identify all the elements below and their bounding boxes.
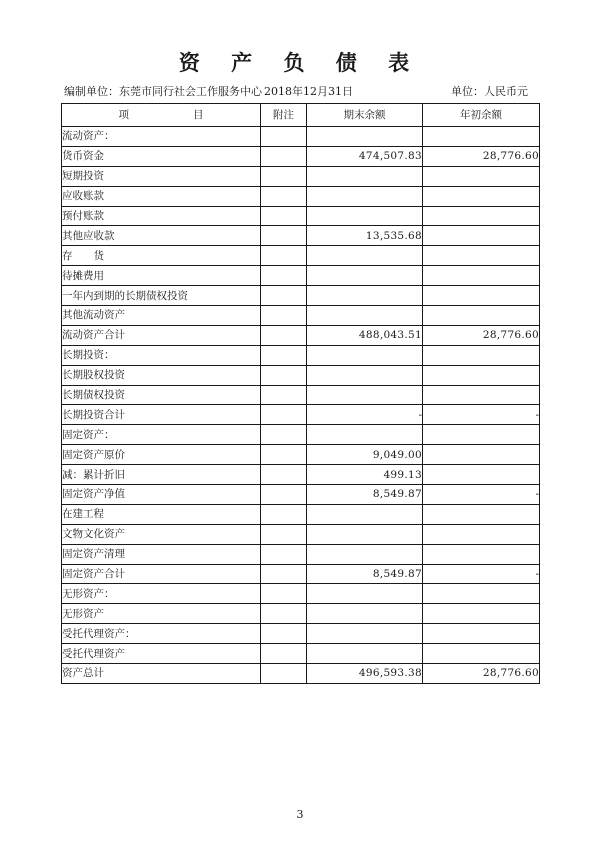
header-end-balance: 期末余额 [307,104,423,127]
row-end-balance: 13,535.68 [307,226,423,246]
row-end-balance: 9,049.00 [307,445,423,465]
table-row [62,325,540,345]
row-begin-balance [423,266,540,286]
row-end-balance [307,584,423,604]
row-begin-balance [423,127,540,147]
table-row [62,365,540,385]
row-label: 固定资产： [62,425,261,445]
page-number: 3 [296,808,304,821]
row-begin-balance: 28,776.60 [423,664,540,684]
row-label: 固定资产净值 [62,485,261,505]
table-row [62,385,540,405]
row-note [261,624,307,644]
row-end-balance [307,425,423,445]
row-note [261,365,307,385]
row-begin-balance [423,644,540,664]
row-note [261,206,307,226]
row-end-balance [307,246,423,266]
row-end-balance [307,385,423,405]
row-note [261,604,307,624]
row-note [261,465,307,485]
row-note [261,445,307,465]
row-end-balance: 474,507.83 [307,146,423,166]
row-note [261,306,307,326]
table-row [62,166,540,186]
row-label: 一年内到期的长期债权投资 [62,286,261,306]
row-end-balance [307,624,423,644]
row-end-balance: 8,549.87 [307,485,423,505]
row-note [261,345,307,365]
row-end-balance [307,544,423,564]
table-row [62,146,540,166]
row-note [261,385,307,405]
row-end-balance: 488,043.51 [307,325,423,345]
row-end-balance [307,266,423,286]
row-label: 文物文化资产 [62,524,261,544]
row-label: 资产总计 [62,664,261,684]
row-begin-balance [423,445,540,465]
row-label: 货币资金 [62,146,261,166]
row-note [261,146,307,166]
row-begin-balance [423,186,540,206]
table-row [62,445,540,465]
row-label: 其他应收款 [62,226,261,246]
row-label: 减：累计折旧 [62,465,261,485]
row-label: 固定资产原价 [62,445,261,465]
row-begin-balance [423,604,540,624]
row-begin-balance [423,584,540,604]
row-note [261,644,307,664]
row-note [261,266,307,286]
row-label: 流动资产合计 [62,325,261,345]
row-note [261,584,307,604]
table-row [62,226,540,246]
balance-sheet-table [61,103,540,684]
header-begin-balance: 年初余额 [423,104,540,127]
row-begin-balance [423,524,540,544]
row-label: 应收账款 [62,186,261,206]
table-row [62,465,540,485]
row-begin-balance: - [423,405,540,425]
row-label: 短期投资 [62,166,261,186]
row-label: 受托代理资产 [62,644,261,664]
header-note: 附注 [261,104,307,127]
table-row [62,405,540,425]
row-label: 长期股权投资 [62,365,261,385]
table-row [62,644,540,664]
row-begin-balance [423,504,540,524]
table-row [62,485,540,505]
row-note [261,504,307,524]
table-row [62,425,540,445]
row-begin-balance [423,544,540,564]
row-end-balance: 499.13 [307,465,423,485]
row-end-balance [307,306,423,326]
row-note [261,425,307,445]
row-note [261,325,307,345]
row-begin-balance [423,365,540,385]
compiler-unit: 编制单位：东莞市同行社会工作服务中心 [64,85,262,98]
table-row [62,624,540,644]
row-begin-balance: 28,776.60 [423,325,540,345]
header-item-part1: 项 [118,109,129,121]
row-label: 长期投资合计 [62,405,261,425]
row-begin-balance: 28,776.60 [423,146,540,166]
row-end-balance: 496,593.38 [307,664,423,684]
row-begin-balance [423,286,540,306]
row-label: 受托代理资产： [62,624,261,644]
table-header-row [62,104,540,127]
row-label: 固定资产合计 [62,564,261,584]
table-row [62,345,540,365]
row-label: 固定资产清理 [62,544,261,564]
row-begin-balance [423,465,540,485]
row-end-balance [307,524,423,544]
currency-unit: 单位：人民币元 [451,85,528,98]
row-note [261,524,307,544]
row-end-balance [307,644,423,664]
row-end-balance [307,286,423,306]
row-label: 无形资产 [62,604,261,624]
row-label: 长期投资： [62,345,261,365]
row-label: 其他流动资产 [62,306,261,326]
row-end-balance [307,365,423,385]
table-row [62,206,540,226]
row-end-balance: - [307,405,423,425]
row-label: 长期债权投资 [62,385,261,405]
row-end-balance [307,504,423,524]
row-begin-balance [423,246,540,266]
row-note [261,544,307,564]
row-note [261,226,307,246]
table-row [62,306,540,326]
table-row [62,664,540,684]
row-end-balance [307,166,423,186]
table-row [62,584,540,604]
table-row [62,504,540,524]
row-end-balance [307,206,423,226]
row-end-balance [307,186,423,206]
header-item-part2: 目 [193,109,204,121]
row-end-balance [307,127,423,147]
row-begin-balance [423,385,540,405]
row-note [261,564,307,584]
row-begin-balance: - [423,485,540,505]
row-note [261,186,307,206]
row-label: 预付账款 [62,206,261,226]
row-begin-balance [423,345,540,365]
row-note [261,246,307,266]
row-begin-balance [423,206,540,226]
row-label: 流动资产： [62,127,261,147]
row-note [261,664,307,684]
row-end-balance [307,345,423,365]
table-row [62,266,540,286]
row-begin-balance [423,425,540,445]
table-row [62,604,540,624]
page-title: 资 产 负 债 表 [178,50,422,75]
row-label: 存 货 [62,246,261,266]
row-note [261,405,307,425]
row-end-balance [307,604,423,624]
table-row [62,186,540,206]
table-row [62,286,540,306]
row-label: 待摊费用 [62,266,261,286]
row-begin-balance [423,306,540,326]
table-row [62,127,540,147]
row-label: 无形资产： [62,584,261,604]
header-item [62,104,261,127]
table-row [62,524,540,544]
report-date: 2018年12月31日 [264,85,353,98]
table-row [62,544,540,564]
table-row [62,246,540,266]
row-begin-balance [423,226,540,246]
row-begin-balance [423,166,540,186]
row-end-balance: 8,549.87 [307,564,423,584]
row-note [261,286,307,306]
row-label: 在建工程 [62,504,261,524]
row-begin-balance: - [423,564,540,584]
row-begin-balance [423,624,540,644]
row-note [261,127,307,147]
table-row [62,564,540,584]
row-note [261,166,307,186]
row-note [261,485,307,505]
